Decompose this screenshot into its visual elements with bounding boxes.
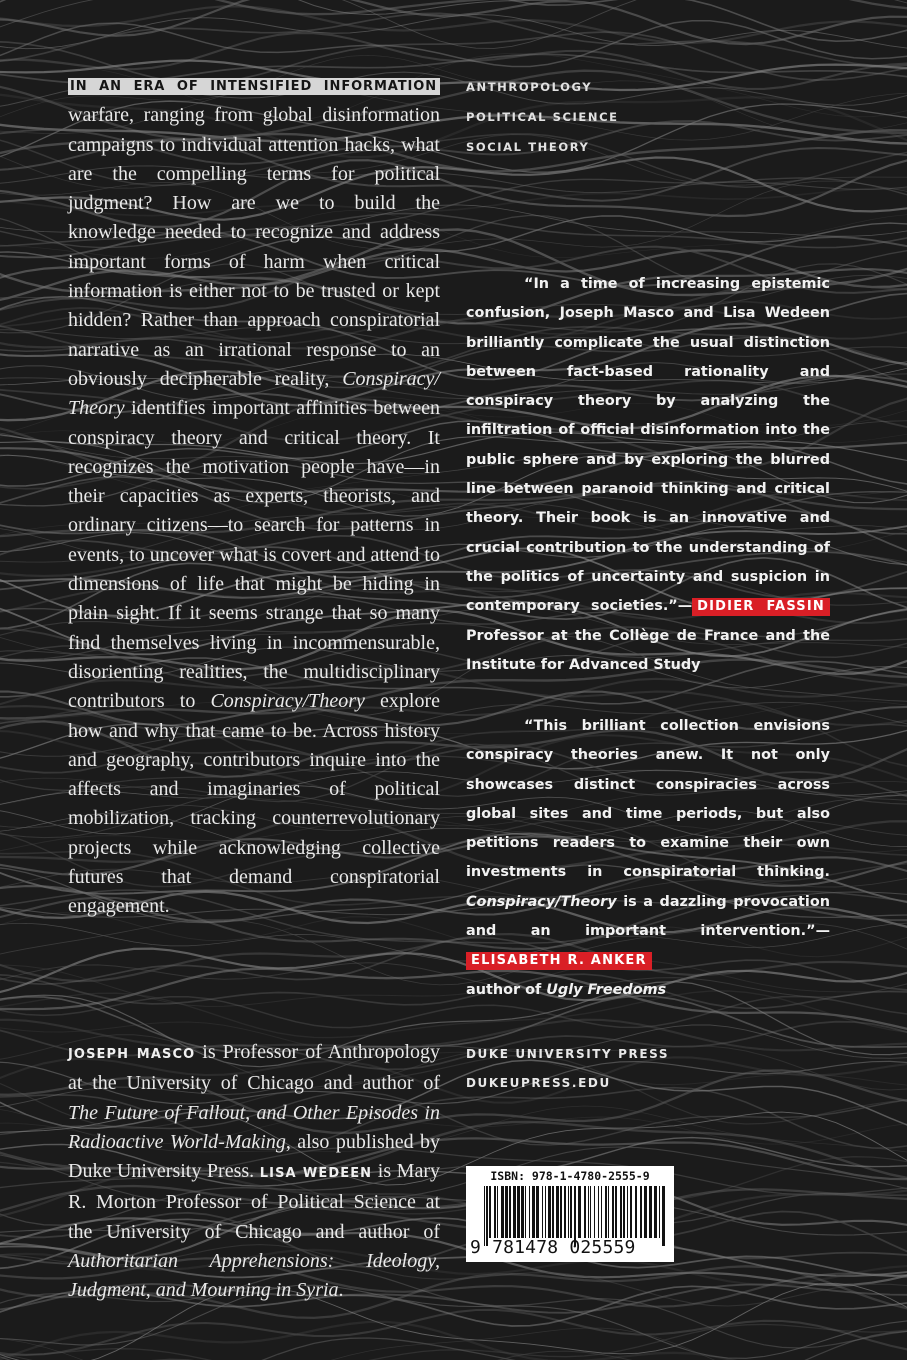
barcode-bar [489,1186,491,1238]
blurb-fassin-text: “In a time of increasing epistemic confusion, Joseph Masco and Lisa Wedeen brilliantly complicate the usual distinction between fact-based rationality and conspiracy theory by analyzing the infiltration of official disinformation into the public sphere and by exploring the blurred line between paranoid thinking and critical theory. Their book is an innovative and crucial contribution to the understanding of the politics of uncertainty and suspicion in contemporary societies.”— [466,276,830,615]
subject-anthropology: ANTHROPOLOGY [466,80,593,94]
description-text-1: warfare, ranging from global disinformation campaigns to individual attention hacks, what are the compelling terms for political judgment? How are we to build the knowledge needed to recognize and address important forms of harm when critical information is either not to be trusted or kept hidden? Rather than approach conspiratorial narrative as an irrational response to an obviously decipherable reality, [68,104,440,390]
barcode-bar [548,1186,551,1238]
barcode-bar [584,1186,586,1238]
blurb-fassin [466,270,830,680]
barcode-bar [532,1186,535,1238]
barcode-bar [568,1186,569,1238]
barcode-bar [605,1186,607,1238]
author-bios [68,1038,440,1306]
blurb-anker-title: Conspiracy/Theory [466,893,617,910]
description-lead-in: IN AN ERA OF INTENSIFIED INFORMATION [68,78,440,95]
barcode-bar [601,1186,602,1238]
bio-book-wedeen: Authoritarian Apprehensions: Ideology, Judgment, and Mourning in Syria [68,1250,440,1302]
description-text-3: explore how and why that came to be. Across history and geography, contributors inquire into the affects and imaginaries of political mobilization, tracking counterrevolutionary projects while acknowledging collective futures that demand conspiratorial engagement. [68,690,440,918]
grain-line [0,0,907,44]
barcode-bar [564,1186,566,1238]
subject-social-theory: SOCIAL THEORY [466,140,590,154]
barcode-bar [620,1186,622,1238]
barcode-bar [536,1186,539,1238]
barcode-bar [556,1186,559,1238]
bio-text-masco-b: , also published by Duke University Press. [68,1130,440,1183]
bio-book-masco: The Future of Fallout, and Other Episodes in Radioactive World-Making [68,1101,440,1153]
barcode-bar [644,1186,647,1238]
description-title-2: Conspiracy/Theory [210,690,365,713]
barcode-bar [594,1186,595,1238]
subject-categories [466,72,619,162]
blurb-anker-text-b: is a dazzling provocation and an important intervention.”— [466,893,830,940]
publisher-url: DUKEUPRESS.EDU [466,1076,611,1090]
isbn-barcode [466,1166,674,1262]
blurb-anker [466,712,830,1005]
barcode-bar [497,1186,498,1238]
bio-text-wedeen: is Mary R. Morton Professor of Political Science at the University of Chicago and author of [68,1160,441,1243]
barcode-bar [509,1186,511,1238]
publisher-info [466,1040,669,1098]
barcode-bar [627,1186,628,1238]
barcode-bar [505,1186,508,1238]
barcode-bar [501,1186,504,1238]
grain-line [0,1322,907,1360]
barcode-bar [615,1186,617,1238]
barcode-bar [588,1186,589,1238]
barcode-bar [552,1186,554,1238]
barcode-bar [529,1186,530,1238]
barcode-bar [521,1186,524,1238]
bio-name-wedeen: LISA WEDEEN [259,1166,373,1182]
barcode-bar [590,1186,591,1238]
barcode-bar [517,1186,520,1238]
barcode-bar [654,1186,657,1238]
barcode-digits: 9 781478 025559 [470,1237,636,1258]
barcode-bar [635,1186,637,1238]
barcode-bar [659,1186,660,1238]
barcode-bar [598,1186,599,1238]
description-text-2: identifies important affinities between conspiracy theory and critical theory. It recognizes the motivation people have—in their capacities as experts, theorists, and ordinary citizens—to search for patterns in events, to uncover what is covert and attend to dimensions of life that might be hiding in plain sight. If it seems strange that so many find themselves living in incommensurable, disorienting realities, the multidisciplinary contributors to [68,397,440,713]
barcode-bar [494,1186,496,1238]
blurb-fassin-affiliation: Professor at the Collège de France and the Institute for Advanced Study [466,627,830,673]
bio-name-masco: JOSEPH MASCO [68,1047,196,1062]
barcode-bar [612,1186,614,1238]
barcode-bar [578,1186,581,1238]
blurb-fassin-name: DIDIER FASSIN [692,598,830,616]
publisher-name: DUKE UNIVERSITY PRESS [466,1047,670,1061]
barcode-bar [545,1186,546,1238]
description-title-1: Conspiracy/ Theory [68,367,440,420]
book-description [68,70,440,922]
barcode-bar [570,1186,572,1238]
barcode-bar [513,1186,516,1238]
barcode-bar [640,1186,642,1238]
barcode-bar [649,1186,652,1238]
bio-text-wedeen-b: . [338,1279,344,1302]
bio-text-masco: is Professor of Anthropology at the University of Chicago and author of [68,1041,440,1095]
blurb-anker-name: ELISABETH R. ANKER [466,952,652,970]
grain-line [0,0,907,14]
subject-political-science: POLITICAL SCIENCE [466,110,619,124]
barcode-bar [525,1186,526,1238]
barcode-bar [608,1186,609,1238]
barcode-bar [630,1186,632,1238]
blurb-anker-book: Ugly Freedoms [546,981,667,998]
barcode-bar [560,1186,562,1238]
barcode-bar [623,1186,625,1238]
barcode-bar [542,1186,543,1238]
isbn-label: ISBN: 978-1-4780-2555-9 [490,1169,650,1183]
blurb-anker-text-a: “This brilliant collection envisions conspiracy theories anew. It not only showcases distinct conspiracies across global sites and time periods, but also petitions readers to examine their own investments in conspiratorial thinking. [466,718,830,881]
blurb-anker-affiliation: author of [466,981,547,998]
